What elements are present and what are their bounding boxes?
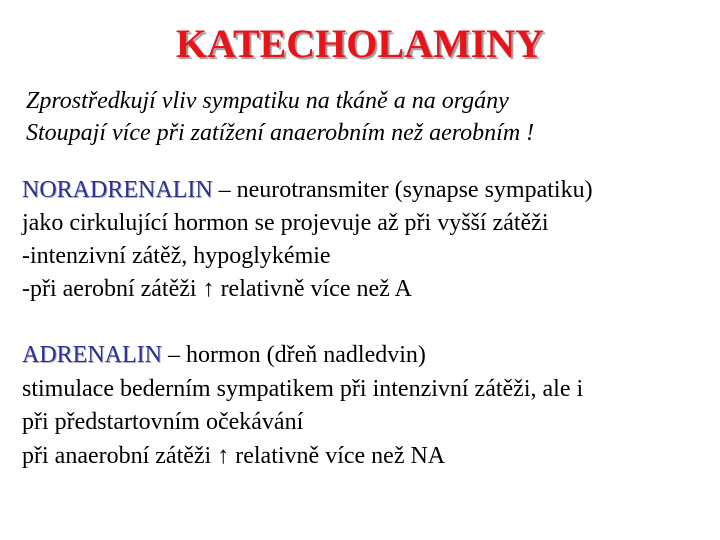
line-text: -při aerobní zátěži xyxy=(22,276,203,302)
line-text: relativně více než NA xyxy=(229,443,446,469)
line-text: při anaerobní zátěži xyxy=(22,443,218,469)
adrenalin-line: při předstartovním očekávání xyxy=(22,409,304,435)
up-arrow-icon: ↑ xyxy=(202,276,215,302)
subtitle-line-1: Zprostředkují vliv sympatiku na tkáně a na orgány xyxy=(26,88,509,114)
slide-title: KATECHOLAMINY xyxy=(175,21,545,66)
noradrenalin-line: -intenzivní zátěž, hypoglykémie xyxy=(22,243,331,269)
adrenalin-heading xyxy=(22,340,426,370)
up-arrow-icon: ↑ xyxy=(217,443,230,469)
noradrenalin-heading xyxy=(22,175,593,205)
subtitle-line-2: Stoupají více při zatížení anaerobním než aerobním ! xyxy=(26,120,535,146)
adrenalin-anaerobic-line xyxy=(22,441,445,471)
noradrenalin-term: NORADRENALIN xyxy=(22,177,213,203)
noradrenalin-line: jako cirkulující hormon se projevuje až při vyšší zátěži xyxy=(22,210,549,236)
noradrenalin-definition: – neurotransmiter (synapse sympatiku) xyxy=(212,177,593,203)
line-text: relativně více než A xyxy=(214,276,412,302)
adrenalin-line: stimulace bederním sympatikem při intenzivní zátěži, ale i xyxy=(22,376,584,402)
adrenalin-definition: – hormon (dřeň nadledvin) xyxy=(161,342,426,368)
noradrenalin-aerobic-line xyxy=(22,274,412,304)
adrenalin-term: ADRENALIN xyxy=(22,342,162,368)
